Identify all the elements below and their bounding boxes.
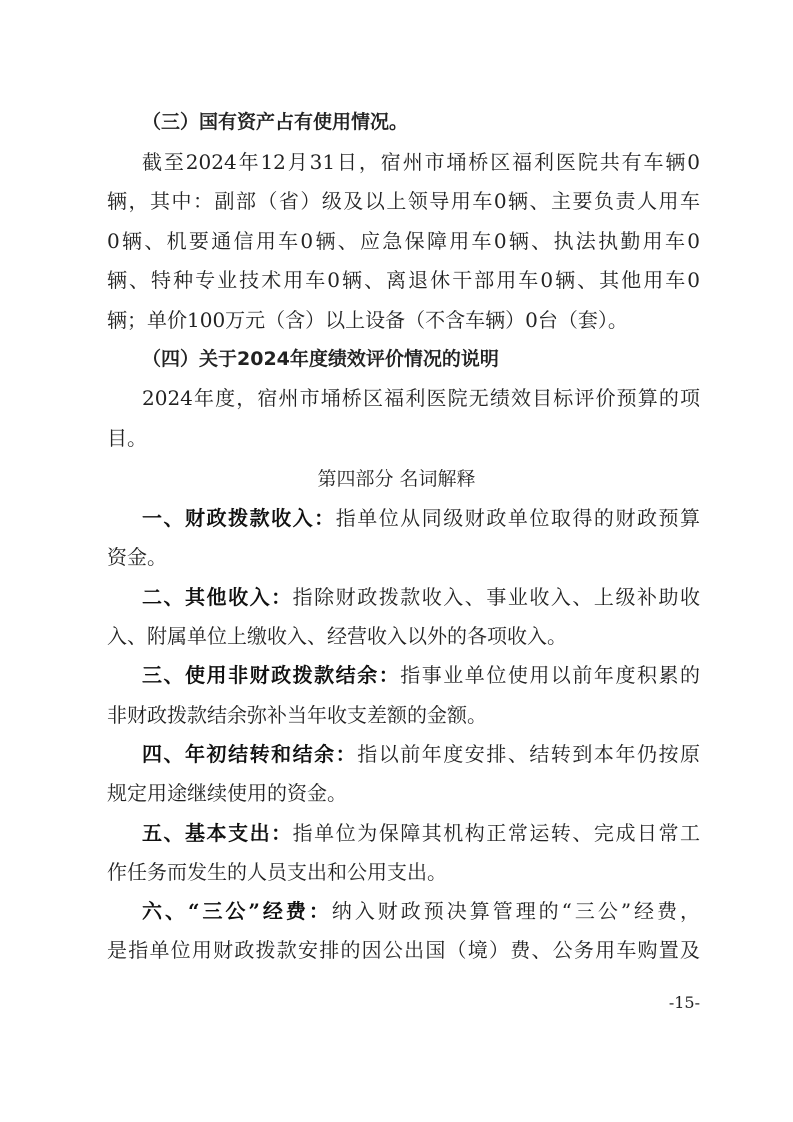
term-definition: 指事业单位使用以前年度积累的 bbox=[400, 663, 701, 687]
paragraph-line: 2024年度，宿州市埇桥区福利医院无绩效目标评价预算的项 bbox=[142, 386, 700, 410]
term-label: 二、其他收入： bbox=[142, 585, 293, 609]
term-line bbox=[142, 820, 700, 846]
part-title: 第四部分 名词解释 bbox=[317, 468, 476, 490]
paragraph-line: 辆；单价100万元（含）以上设备（不含车辆）0台（套）。 bbox=[107, 308, 628, 332]
term-label: 三、使用非财政拨款结余： bbox=[142, 663, 401, 687]
section-heading: （四）关于2024年度绩效评价情况的说明 bbox=[142, 348, 499, 370]
paragraph-line: 非财政拨款结余弥补当年收支差额的金额。 bbox=[107, 703, 487, 727]
term-label: 四、年初结转和结余： bbox=[142, 742, 358, 766]
paragraph-line: 作任务而发生的人员支出和公用支出。 bbox=[107, 860, 447, 884]
paragraph-line: 目。 bbox=[107, 426, 147, 450]
paragraph-line: 规定用途继续使用的资金。 bbox=[107, 781, 347, 805]
term-line bbox=[142, 662, 700, 688]
term-definition: 纳入财政预决算管理的“三公”经费， bbox=[331, 899, 700, 923]
paragraph-line: 辆，其中：副部（省）级及以上领导用车0辆、主要负责人用车 bbox=[107, 189, 700, 213]
term-line bbox=[142, 741, 700, 767]
term-definition: 指以前年度安排、结转到本年仍按原 bbox=[357, 742, 701, 766]
page-number: -15- bbox=[668, 993, 700, 1012]
paragraph-line: 入、附属单位上缴收入、经营收入以外的各项收入。 bbox=[107, 624, 567, 648]
paragraph-line: 资金。 bbox=[107, 545, 167, 569]
term-definition: 指单位从同级财政单位取得的财政预算 bbox=[335, 506, 701, 530]
paragraph-line: 辆、特种专业技术用车0辆、离退休干部用车0辆、其他用车0 bbox=[107, 268, 700, 292]
paragraph-line: 截至2024年12月31日，宿州市埇桥区福利医院共有车辆0 bbox=[142, 150, 700, 174]
term-definition: 指除财政拨款收入、事业收入、上级补助收 bbox=[292, 585, 701, 609]
term-line bbox=[142, 505, 700, 531]
section-heading: （三）国有资产占有使用情况。 bbox=[142, 111, 409, 133]
term-label: 六、“三公”经费： bbox=[142, 899, 332, 923]
term-definition: 指单位为保障其机构正常运转、完成日常工 bbox=[292, 821, 701, 845]
term-line bbox=[142, 584, 700, 610]
term-line bbox=[142, 898, 700, 924]
paragraph-line: 是指单位用财政拨款安排的因公出国（境）费、公务用车购置及 bbox=[107, 938, 700, 962]
term-label: 五、基本支出： bbox=[142, 821, 293, 845]
term-label: 一、财政拨款收入： bbox=[142, 506, 336, 530]
paragraph-line: 0辆、机要通信用车0辆、应急保障用车0辆、执法执勤用车0 bbox=[107, 229, 700, 253]
